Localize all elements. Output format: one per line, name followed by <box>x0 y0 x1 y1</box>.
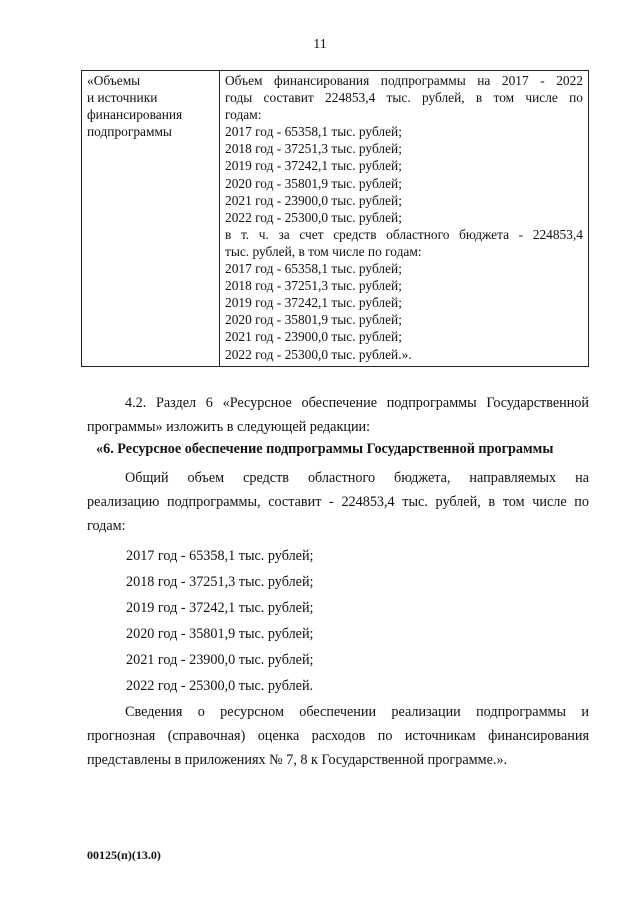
paragraph-line: представлены в приложениях № 7, 8 к Государственной программе.». <box>87 752 508 768</box>
paragraph-line: 4.2. Раздел 6 «Ресурсное обеспечение подпрограммы Государственной <box>125 395 589 411</box>
year-line: 2021 год - 23900,0 тыс. рублей; <box>225 329 402 345</box>
label-line: «Объемы <box>87 73 141 88</box>
table-label-cell <box>82 71 220 367</box>
list-item: 2021 год - 23900,0 тыс. рублей; <box>126 652 314 668</box>
table-value-cell <box>220 71 589 367</box>
paragraph-line: годам: <box>87 518 126 534</box>
document-code: 00125(п)(13.0) <box>87 848 161 862</box>
paragraph-line: Общий объем средств областного бюджета, направляемых на <box>125 470 589 486</box>
year-line: 2018 год - 37251,3 тыс. рублей; <box>225 141 402 157</box>
intro-line: годам: <box>225 107 262 123</box>
list-item: 2022 год - 25300,0 тыс. рублей. <box>126 678 314 694</box>
year-line: 2019 год - 37242,1 тыс. рублей; <box>225 158 402 174</box>
intro-line: Объем финансирования подпрограммы на 2017 - 2022 <box>225 73 583 88</box>
years-list <box>126 543 313 699</box>
list-item: 2019 год - 37242,1 тыс. рублей; <box>126 600 314 616</box>
section-heading: «6. Ресурсное обеспечение подпрограммы Государственной программы <box>96 441 554 457</box>
paragraph-line: программы» изложить в следующей редакции: <box>87 419 371 435</box>
regional-budget-line: в т. ч. за счет средств областного бюджета - 224853,4 <box>225 226 583 242</box>
year-line: 2019 год - 37242,1 тыс. рублей; <box>225 295 402 311</box>
label-line: финансирования <box>87 107 183 123</box>
year-line: 2018 год - 37251,3 тыс. рублей; <box>225 278 402 294</box>
paragraph-4-2 <box>87 391 589 439</box>
list-item: 2018 год - 37251,3 тыс. рублей; <box>126 574 314 590</box>
table-row <box>82 71 589 367</box>
year-line: 2017 год - 65358,1 тыс. рублей; <box>225 261 402 277</box>
intro-line: годы составит 224853,4 тыс. рублей, в том числе по <box>225 90 583 106</box>
year-line: 2020 год - 35801,9 тыс. рублей; <box>225 312 402 328</box>
regional-budget-line: тыс. рублей, в том числе по годам: <box>225 243 422 259</box>
label-line: подпрограммы <box>87 124 172 140</box>
page-number: 11 <box>313 37 327 52</box>
year-line: 2022 год - 25300,0 тыс. рублей; <box>225 209 402 225</box>
paragraph-total <box>87 466 589 538</box>
paragraph-line: Сведения о ресурсном обеспечении реализации подпрограммы и <box>125 704 589 720</box>
list-item: 2020 год - 35801,9 тыс. рублей; <box>126 626 314 642</box>
paragraph-line: прогнозная (справочная) оценка расходов по источникам финансирования <box>87 728 589 744</box>
year-line: 2020 год - 35801,9 тыс. рублей; <box>225 175 402 191</box>
year-line: 2021 год - 23900,0 тыс. рублей; <box>225 192 402 208</box>
year-line: 2022 год - 25300,0 тыс. рублей.». <box>225 346 412 362</box>
paragraph-line: реализацию подпрограммы, составит - 224853,4 тыс. рублей, в том числе по <box>87 494 589 510</box>
financing-table <box>81 70 589 367</box>
paragraph-info <box>87 700 589 772</box>
year-line: 2017 год - 65358,1 тыс. рублей; <box>225 124 402 140</box>
label-line: и источники <box>87 90 158 106</box>
list-item: 2017 год - 65358,1 тыс. рублей; <box>126 548 314 564</box>
